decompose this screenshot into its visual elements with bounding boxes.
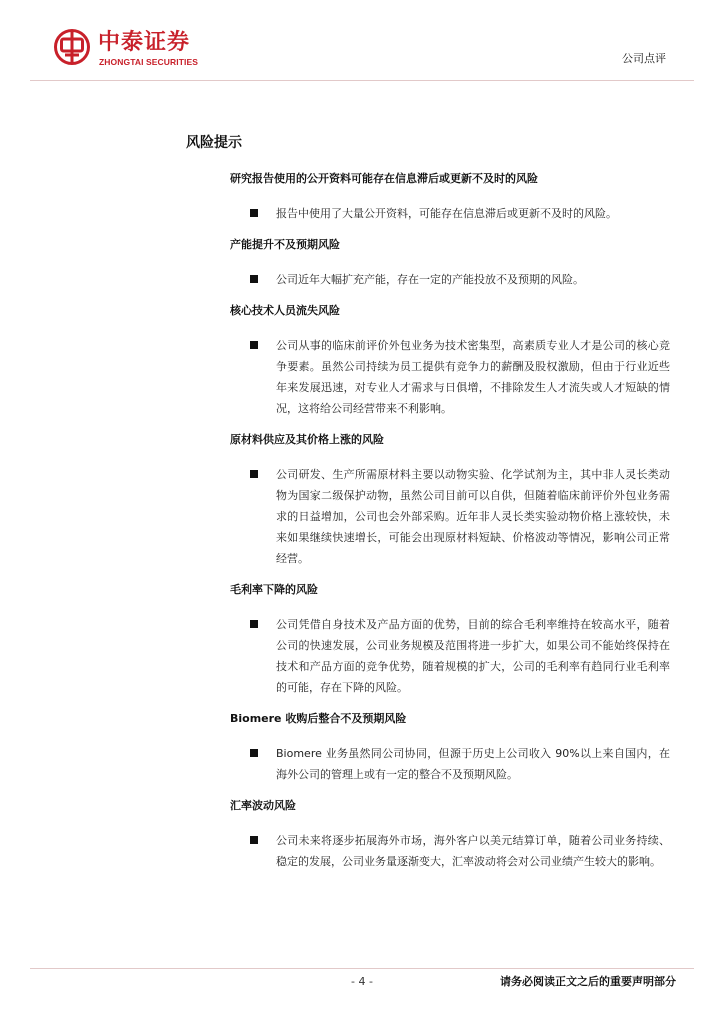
header-divider <box>30 80 694 81</box>
risk-bullet-item <box>276 203 670 224</box>
square-bullet-icon <box>250 836 258 844</box>
square-bullet-icon <box>250 341 258 349</box>
report-type-label: 公司点评 <box>622 52 666 65</box>
risk-block-capacity <box>186 238 672 290</box>
risk-block-raw-materials <box>186 433 672 569</box>
square-bullet-icon <box>250 620 258 628</box>
risk-title: 研究报告使用的公开资料可能存在信息滞后或更新不及时的风险 <box>230 172 538 185</box>
square-bullet-icon <box>250 749 258 757</box>
risk-block-biomere <box>186 712 672 785</box>
square-bullet-icon <box>250 209 258 217</box>
risk-text: 公司凭借自身技术及产品方面的优势，目前的综合毛利率维持在较高水平，随着公司的快速发展，公司业务规模及范围将进一步扩大，如果公司不能始终保持在技术和产品方面的竞争优势，随着规模的扩大，公司的毛利率有趋同行业毛利率的可能，存在下降的风险。 <box>276 618 670 694</box>
risk-bullet-item <box>276 464 670 569</box>
risk-text: 公司近年大幅扩充产能，存在一定的产能投放不及预期的风险。 <box>276 273 584 286</box>
risk-bullet-item <box>276 335 670 419</box>
risk-block-fx <box>186 799 672 872</box>
risk-text: 公司未来将逐步拓展海外市场，海外客户以美元结算订单，随着公司业务持续、稳定的发展，公司业务量逐渐变大，汇率波动将会对公司业绩产生较大的影响。 <box>276 834 670 868</box>
risk-text: Biomere 业务虽然同公司协同，但源于历史上公司收入 90%以上来自国内，在海外公司的管理上或有一定的整合不及预期风险。 <box>276 747 670 781</box>
brand-name-cn: 中泰证券 <box>98 30 191 55</box>
square-bullet-icon <box>250 275 258 283</box>
risk-text: 报告中使用了大量公开资料，可能存在信息滞后或更新不及时的风险。 <box>276 207 617 220</box>
square-bullet-icon <box>250 470 258 478</box>
risk-bullet-item <box>276 743 670 785</box>
risk-title: 核心技术人员流失风险 <box>230 304 340 317</box>
risk-text: 公司研发、生产所需原材料主要以动物实验、化学试剂为主，其中非人灵长类动物为国家二级保护动物，虽然公司目前可以自供，但随着临床前评价外包业务需求的日益增加，公司也会外部采购。近年非人灵长类实验动物价格上涨较快，未来如果继续快速增长，可能会出现原材料短缺、价格波动等情况，影响公司正常经营。 <box>276 468 670 565</box>
risk-title: Biomere 收购后整合不及预期风险 <box>230 712 407 725</box>
footer-divider <box>30 968 694 969</box>
risk-bullet-item <box>276 269 670 290</box>
risk-title: 毛利率下降的风险 <box>230 583 318 596</box>
risk-title: 产能提升不及预期风险 <box>230 238 340 251</box>
page-header <box>0 0 724 90</box>
risk-block-gross-margin <box>186 583 672 698</box>
zhongtai-logo-icon <box>54 29 90 65</box>
main-content <box>186 134 672 872</box>
disclaimer-notice: 请务必阅读正文之后的重要声明部分 <box>500 975 676 988</box>
risk-text: 公司从事的临床前评价外包业务为技术密集型，高素质专业人才是公司的核心竞争要素。虽然公司持续为员工提供有竞争力的薪酬及股权激励，但由于行业近些年来发展迅速，对专业人才需求与日俱增，不排除发生人才流失或人才短缺的情况，这将给公司经营带来不利影响。 <box>276 339 670 415</box>
risk-block-info-lag <box>186 172 672 224</box>
risk-bullet-item <box>276 614 670 698</box>
risk-block-talent <box>186 304 672 419</box>
brand-name-en: ZHONGTAI SECURITIES <box>99 57 199 67</box>
section-title: 风险提示 <box>186 135 242 151</box>
risk-title: 原材料供应及其价格上涨的风险 <box>230 433 384 446</box>
risk-title: 汇率波动风险 <box>230 799 296 812</box>
page-number: - 4 - <box>351 975 373 988</box>
risk-bullet-item <box>276 830 670 872</box>
